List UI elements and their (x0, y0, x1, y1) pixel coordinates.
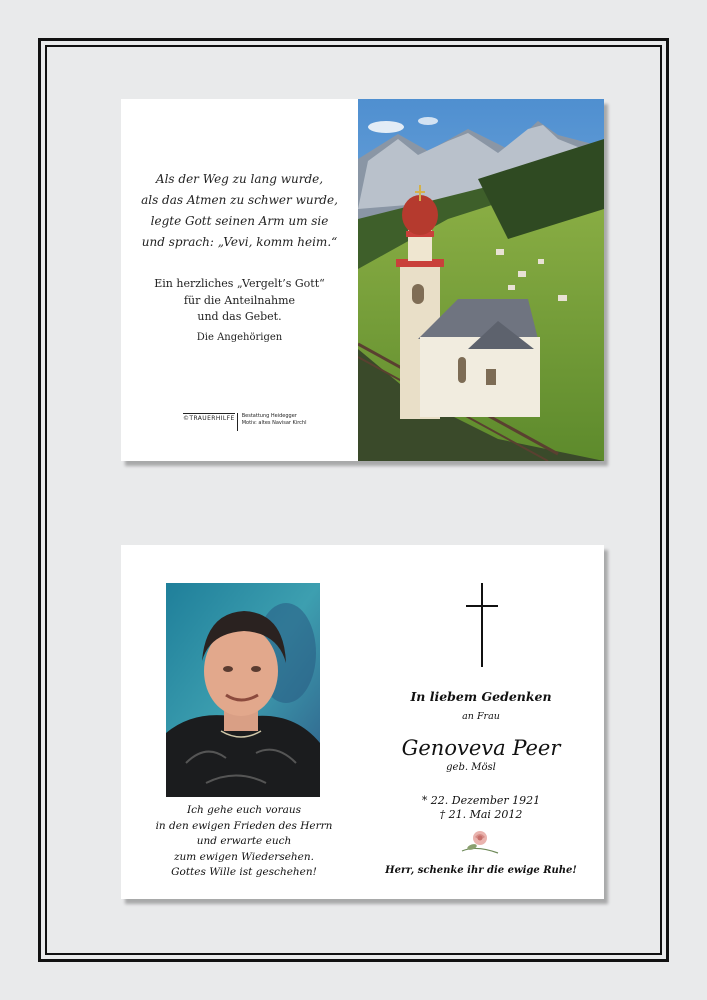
memorial-card-front (121, 99, 604, 461)
verse-line: Als der Weg zu lang wurde, (155, 172, 324, 186)
church-photo-drawing (358, 99, 604, 461)
memorial-card-back (121, 545, 604, 899)
memorial-heading: In liebem Gedenken (410, 689, 552, 704)
birth-date: * 22. Dezember 1921 (421, 794, 541, 807)
signature-relatives: Die Angehörigen (196, 332, 283, 343)
verse-text (121, 169, 358, 253)
verse-line: als das Atmen zu schwer wurde, (141, 193, 338, 207)
cross-icon (466, 583, 498, 667)
trauerhilfe-logo: ©TRAUERHILFE (183, 415, 235, 422)
thanks-line: Ein herzliches „Vergelt’s Gott“ (154, 277, 325, 290)
quote-line: in den ewigen Frieden des Herrn (155, 819, 333, 832)
maiden-name: geb. Mösl (446, 762, 496, 773)
farewell-quote (139, 803, 349, 881)
credit-text (242, 413, 307, 427)
verse-line: legte Gott seinen Arm um sie (150, 214, 329, 228)
rose-icon (458, 827, 504, 857)
blessing-text: Herr, schenke ihr die ewige Ruhe! (385, 865, 577, 876)
verse-line: und sprach: „Vevi, komm heim.“ (141, 235, 338, 249)
credit-line: Bestattung Heidegger (241, 413, 297, 419)
quote-line: Ich gehe euch voraus (186, 804, 302, 816)
logo-divider (237, 413, 238, 431)
credit-line: Motiv: altes Navisar Kirchl (241, 420, 307, 426)
thanks-text (121, 276, 358, 326)
quote-line: zum ewigen Wiedersehen. (174, 850, 314, 863)
thanks-line: für die Anteilnahme (183, 293, 296, 307)
quote-line: und erwarte euch (196, 835, 292, 847)
name-prefix: an Frau (462, 711, 500, 722)
death-date: † 21. Mai 2012 (439, 808, 523, 821)
quote-line: Gottes Wille ist geschehen! (171, 866, 317, 878)
church-landscape-photo (358, 99, 604, 461)
deceased-name: Genoveva Peer (401, 736, 561, 760)
funeral-home-credit (183, 413, 306, 431)
thanks-line: und das Gebet. (197, 310, 282, 323)
